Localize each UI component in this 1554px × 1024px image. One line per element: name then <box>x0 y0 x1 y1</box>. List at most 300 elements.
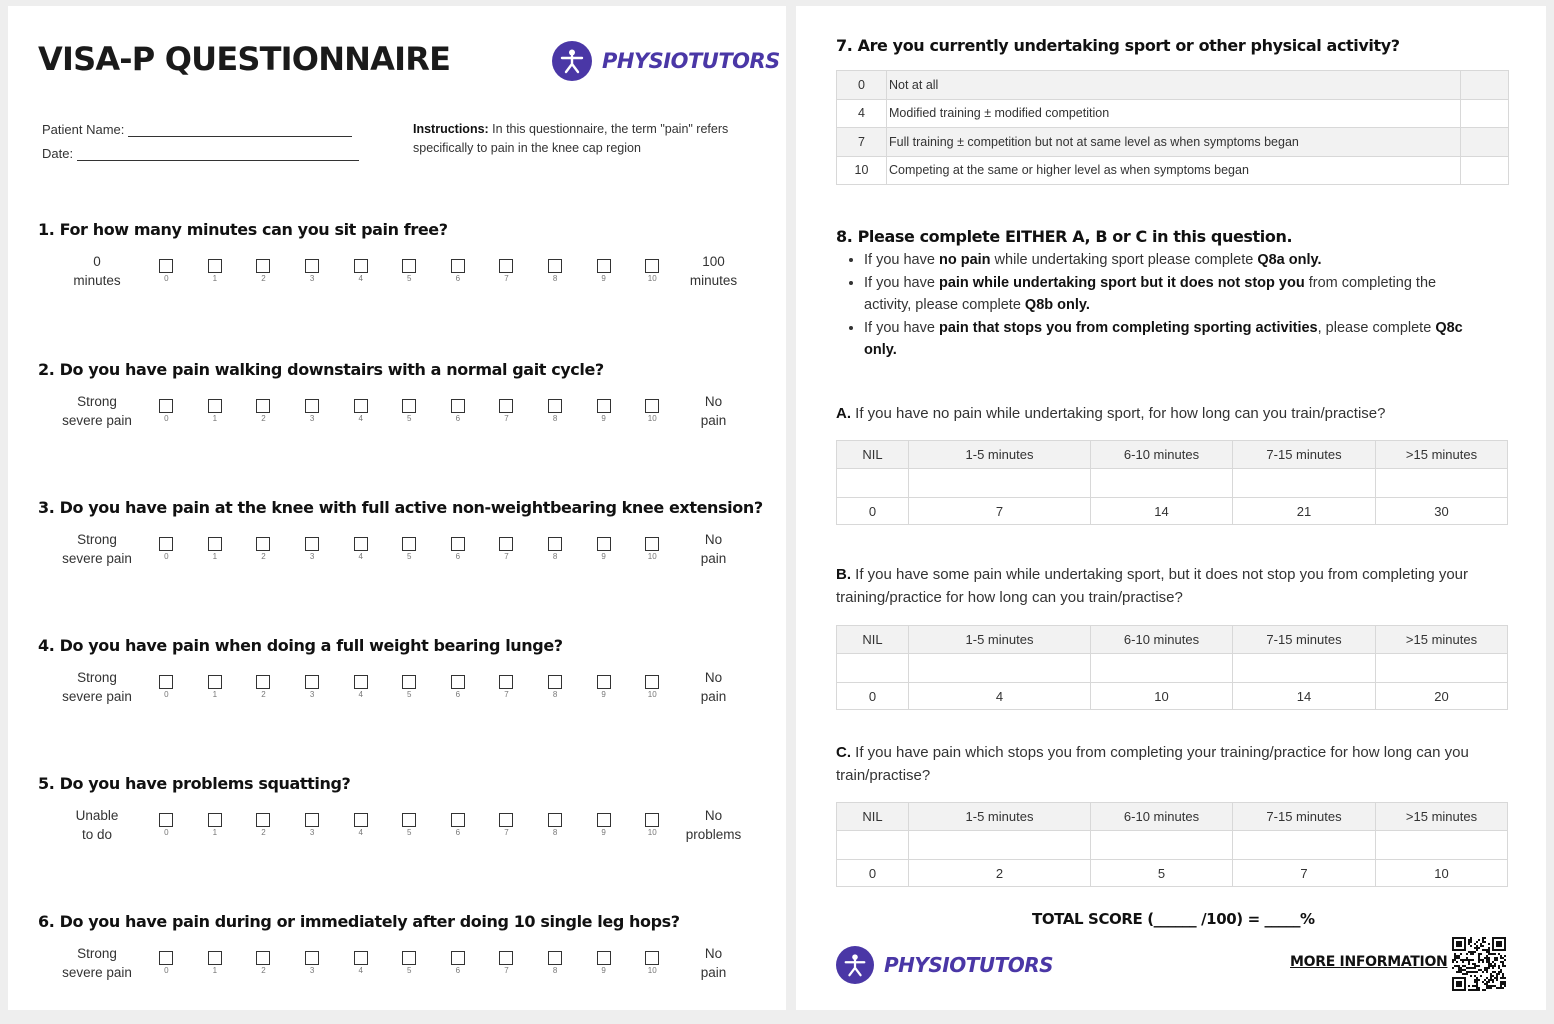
rating-checkbox[interactable] <box>256 399 270 413</box>
rating-option[interactable] <box>288 675 337 699</box>
qr-code-icon[interactable] <box>1452 937 1506 996</box>
q8-score-cell: 7 <box>909 498 1091 525</box>
q8-answer-cell[interactable] <box>1091 831 1233 860</box>
rating-number: 4 <box>358 274 363 283</box>
rating-option[interactable] <box>434 951 483 975</box>
q8-part-text: If you have some pain while undertaking sport, but it does not stop you from completing your training/practice for how long can you train/practise? <box>836 566 1469 606</box>
rating-option[interactable] <box>434 675 483 699</box>
rating-checkbox[interactable] <box>208 537 222 551</box>
rating-number: 9 <box>601 414 606 423</box>
rating-number: 1 <box>212 414 218 423</box>
q8-score-cell: 30 <box>1376 498 1508 525</box>
q8-answer-cell[interactable] <box>909 831 1091 860</box>
rating-checkbox[interactable] <box>159 399 173 413</box>
q8-header-cell: >15 minutes <box>1376 441 1508 469</box>
q8-answer-cell[interactable] <box>1376 654 1508 683</box>
q8-header-row <box>837 803 1508 831</box>
rating-checkbox[interactable] <box>402 675 416 689</box>
scale-left-label <box>52 530 142 568</box>
rating-checkbox[interactable] <box>645 675 659 689</box>
rating-checkbox[interactable] <box>402 951 416 965</box>
q7-score: 0 <box>837 71 887 100</box>
rating-option[interactable] <box>579 259 628 283</box>
rating-option[interactable] <box>531 675 580 699</box>
rating-option[interactable] <box>336 399 385 423</box>
rating-checkbox[interactable] <box>645 537 659 551</box>
rating-checkbox[interactable] <box>159 813 173 827</box>
rating-number: 10 <box>647 274 657 283</box>
rating-checkbox[interactable] <box>548 813 562 827</box>
rating-checkbox[interactable] <box>451 259 465 273</box>
q7-option-row[interactable] <box>837 71 1509 100</box>
scale-right-label-line: No <box>704 946 723 961</box>
rating-option[interactable] <box>239 951 288 975</box>
scale-left-label <box>52 668 142 706</box>
rating-checkbox[interactable] <box>548 675 562 689</box>
brand-name: PHYSIOTUTORS <box>602 49 780 73</box>
rating-option[interactable] <box>434 259 483 283</box>
q8-header-cell: NIL <box>837 626 909 654</box>
rating-number: 0 <box>164 552 169 561</box>
rating-option[interactable] <box>239 813 288 837</box>
rating-number: 2 <box>261 690 266 699</box>
rating-option[interactable] <box>336 537 385 561</box>
rating-checkbox[interactable] <box>354 951 368 965</box>
q8-score-cell: 10 <box>1091 683 1233 710</box>
q8-score-cell: 0 <box>837 683 909 710</box>
q8-score-cell: 2 <box>909 860 1091 887</box>
rating-checkbox[interactable] <box>499 399 513 413</box>
rating-checkbox[interactable] <box>305 537 319 551</box>
scale-right-label-line: pain <box>700 551 727 566</box>
q7-option-text: Modified training ± modified competition <box>887 99 1461 128</box>
rating-option[interactable] <box>142 399 191 423</box>
rating-option[interactable] <box>288 259 337 283</box>
rating-checkbox[interactable] <box>402 813 416 827</box>
q8-target: Q8a only. <box>1257 252 1322 268</box>
rating-number: 4 <box>358 414 363 423</box>
q7-option-row[interactable] <box>837 128 1509 157</box>
rating-number: 1 <box>212 274 218 283</box>
rating-option[interactable] <box>142 951 191 975</box>
q8-answer-cell[interactable] <box>1376 831 1508 860</box>
scale-left-label-line: Unable <box>75 808 119 823</box>
patient-name-field[interactable] <box>42 122 352 137</box>
rating-number: 10 <box>647 414 657 423</box>
rating-number: 8 <box>552 690 558 699</box>
rating-option[interactable] <box>531 951 580 975</box>
rating-option[interactable] <box>385 537 434 561</box>
q8-emphasis: no pain <box>938 252 991 268</box>
rating-checkbox[interactable] <box>159 537 173 551</box>
rating-number: 8 <box>552 414 558 423</box>
q8-emphasis: pain that stops you from completing sporting activities <box>938 319 1318 336</box>
scale-left-label <box>52 806 142 844</box>
rating-number: 8 <box>552 274 558 283</box>
q8-header-cell: 7-15 minutes <box>1233 626 1376 654</box>
rating-checkbox[interactable] <box>645 951 659 965</box>
q8-header-cell: >15 minutes <box>1376 626 1508 654</box>
rating-checkbox[interactable] <box>645 813 659 827</box>
rating-number: 9 <box>601 690 606 699</box>
q8-answer-cell[interactable] <box>1233 831 1376 860</box>
patient-name-line[interactable] <box>128 125 352 137</box>
rating-option[interactable] <box>336 951 385 975</box>
question-title: 5. Do you have problems squatting? <box>38 774 351 793</box>
q8-answer-cell[interactable] <box>1091 654 1233 683</box>
q8-header-row <box>837 626 1508 654</box>
rating-option[interactable] <box>579 537 628 561</box>
scale-right-label-line: minutes <box>689 273 738 288</box>
rating-option[interactable] <box>336 259 385 283</box>
rating-checkbox[interactable] <box>159 951 173 965</box>
q8-answer-row[interactable] <box>837 654 1508 683</box>
q8-score-cell: 10 <box>1376 860 1508 887</box>
date-line[interactable] <box>77 149 359 161</box>
q8-part-question <box>836 563 1496 609</box>
rating-checkbox[interactable] <box>208 259 222 273</box>
question-title: 1. For how many minutes can you sit pain free? <box>38 220 448 239</box>
rating-checkbox[interactable] <box>548 537 562 551</box>
q8-score-cell: 20 <box>1376 683 1508 710</box>
rating-option[interactable] <box>288 537 337 561</box>
rating-checkbox[interactable] <box>499 813 513 827</box>
q8-answer-cell[interactable] <box>1091 469 1233 498</box>
q7-answer-cell[interactable] <box>1461 71 1509 100</box>
rating-checkbox[interactable] <box>597 399 611 413</box>
scale-left-label-line: 0 <box>93 254 101 269</box>
rating-checkbox[interactable] <box>256 537 270 551</box>
question-title: 6. Do you have pain during or immediately after doing 10 single leg hops? <box>38 912 680 931</box>
q8-header-cell: >15 minutes <box>1376 803 1508 831</box>
rating-option[interactable] <box>191 399 240 423</box>
q8-header-cell: 7-15 minutes <box>1233 441 1376 469</box>
rating-number: 6 <box>455 552 461 561</box>
rating-option[interactable] <box>482 675 531 699</box>
q7-option-row[interactable] <box>837 99 1509 128</box>
q8-answer-row[interactable] <box>837 469 1508 498</box>
brand-name-footer: PHYSIOTUTORS <box>884 953 1054 977</box>
rating-checkbox[interactable] <box>402 399 416 413</box>
rating-checkbox[interactable] <box>256 813 270 827</box>
q8-target: Q8c only. <box>864 319 1463 358</box>
rating-number: 9 <box>601 828 606 837</box>
rating-checkbox[interactable] <box>159 675 173 689</box>
q8-score-row <box>837 683 1508 710</box>
rating-option[interactable] <box>385 399 434 423</box>
q8-part-table <box>836 625 1508 710</box>
rating-option[interactable] <box>191 259 240 283</box>
q8-answer-cell[interactable] <box>837 469 909 498</box>
rating-number: 8 <box>552 966 558 975</box>
rating-checkbox[interactable] <box>548 399 562 413</box>
q8-part-letter: A. <box>836 405 851 422</box>
rating-checkbox[interactable] <box>499 259 513 273</box>
instructions-text: In this questionnaire, the term "pain" refers specifically to pain in the knee cap region <box>413 122 729 155</box>
rating-checkbox[interactable] <box>645 259 659 273</box>
rating-checkbox[interactable] <box>548 951 562 965</box>
q8-part-table <box>836 440 1508 525</box>
rating-number: 7 <box>504 274 509 283</box>
rating-option[interactable] <box>336 813 385 837</box>
rating-number: 7 <box>504 828 509 837</box>
rating-option[interactable] <box>288 951 337 975</box>
rating-number: 3 <box>309 966 315 975</box>
rating-number: 8 <box>552 552 558 561</box>
question-title: 2. Do you have pain walking downstairs with a normal gait cycle? <box>38 360 604 379</box>
rating-scale <box>52 252 759 290</box>
rating-number: 6 <box>455 414 461 423</box>
left-page <box>8 6 786 1010</box>
scale-right-label-line: pain <box>700 965 727 980</box>
rating-checkbox[interactable] <box>548 259 562 273</box>
scale-left-label-line: Strong <box>77 670 117 685</box>
date-label: Date: <box>42 146 74 161</box>
scale-left-label-line: severe pain <box>62 551 132 566</box>
rating-checkbox[interactable] <box>208 399 222 413</box>
rating-checkbox[interactable] <box>451 675 465 689</box>
q8-header-cell: NIL <box>837 803 909 831</box>
rating-number: 0 <box>164 966 169 975</box>
rating-checkbox[interactable] <box>305 399 319 413</box>
rating-number: 5 <box>407 414 412 423</box>
rating-option[interactable] <box>239 399 288 423</box>
q8-answer-cell[interactable] <box>837 654 909 683</box>
rating-option[interactable] <box>531 537 580 561</box>
rating-checkbox[interactable] <box>402 259 416 273</box>
more-information-link[interactable]: MORE INFORMATION <box>1290 954 1448 970</box>
rating-option[interactable] <box>482 813 531 837</box>
rating-option[interactable] <box>191 951 240 975</box>
q7-answer-cell[interactable] <box>1461 156 1509 185</box>
q8-header-cell: 6-10 minutes <box>1091 626 1233 654</box>
rating-option[interactable] <box>579 813 628 837</box>
q8-text: If you have <box>864 252 939 268</box>
rating-checkbox[interactable] <box>305 951 319 965</box>
rating-checkbox[interactable] <box>354 259 368 273</box>
rating-scale <box>52 944 759 982</box>
rating-checkbox[interactable] <box>597 813 611 827</box>
q8-text: while undertaking sport please complete <box>990 252 1258 268</box>
scale-left-label-line: severe pain <box>62 965 132 980</box>
rating-number: 4 <box>358 828 363 837</box>
rating-option[interactable] <box>191 675 240 699</box>
rating-checkbox[interactable] <box>208 813 222 827</box>
rating-option[interactable] <box>239 537 288 561</box>
rating-checkbox[interactable] <box>208 675 222 689</box>
rating-number: 0 <box>164 828 169 837</box>
rating-checkbox[interactable] <box>451 399 465 413</box>
q8-instructions-list <box>836 249 1486 362</box>
rating-option[interactable] <box>239 259 288 283</box>
rating-checkbox[interactable] <box>597 675 611 689</box>
rating-option[interactable] <box>579 399 628 423</box>
rating-number: 6 <box>455 274 461 283</box>
rating-checkbox[interactable] <box>499 951 513 965</box>
rating-checkbox[interactable] <box>305 259 319 273</box>
rating-number: 3 <box>309 274 315 283</box>
rating-checkbox[interactable] <box>305 675 319 689</box>
rating-option[interactable] <box>482 259 531 283</box>
rating-checkbox[interactable] <box>402 537 416 551</box>
rating-number: 6 <box>455 690 461 699</box>
rating-option[interactable] <box>142 675 191 699</box>
rating-checkbox[interactable] <box>451 537 465 551</box>
q8-instruction-item <box>864 272 1486 317</box>
rating-option[interactable] <box>191 813 240 837</box>
instructions <box>413 120 743 158</box>
rating-option[interactable] <box>142 813 191 837</box>
q8-part-letter: C. <box>836 744 851 761</box>
rating-option[interactable] <box>434 399 483 423</box>
q7-answer-cell[interactable] <box>1461 128 1509 157</box>
rating-option[interactable] <box>142 537 191 561</box>
q7-title: 7. Are you currently undertaking sport or other physical activity? <box>836 36 1400 55</box>
question-title: 3. Do you have pain at the knee with full active non-weightbearing knee extension? <box>38 498 763 517</box>
q8-answer-row[interactable] <box>837 831 1508 860</box>
rating-number: 6 <box>455 828 461 837</box>
scale-left-label <box>52 252 142 290</box>
q8-answer-cell[interactable] <box>837 831 909 860</box>
scale-right-label <box>669 530 759 568</box>
q8-title: 8. Please complete EITHER A, B or C in this question. <box>836 227 1293 246</box>
date-field[interactable] <box>42 146 359 161</box>
scale-left-label <box>52 944 142 982</box>
rating-number: 3 <box>309 690 315 699</box>
rating-option[interactable] <box>385 951 434 975</box>
rating-number: 7 <box>504 414 509 423</box>
rating-option[interactable] <box>434 537 483 561</box>
rating-checkbox[interactable] <box>305 813 319 827</box>
q8-emphasis: pain while undertaking sport but it does not stop you <box>938 274 1305 291</box>
rating-checkbox[interactable] <box>354 675 368 689</box>
q8-score-cell: 4 <box>909 683 1091 710</box>
rating-number: 0 <box>164 274 169 283</box>
q8-part-table <box>836 802 1508 887</box>
q8-answer-cell[interactable] <box>909 469 1091 498</box>
rating-option[interactable] <box>531 399 580 423</box>
rating-option[interactable] <box>385 813 434 837</box>
rating-option[interactable] <box>434 813 483 837</box>
q7-option-text: Competing at the same or higher level as when symptoms began <box>887 156 1461 185</box>
scale-right-label-line: pain <box>700 689 727 704</box>
rating-number: 6 <box>455 966 461 975</box>
rating-number: 9 <box>601 966 606 975</box>
q8-instruction-item <box>864 317 1486 362</box>
q8-header-cell: 7-15 minutes <box>1233 803 1376 831</box>
rating-number: 7 <box>504 690 509 699</box>
vitruvian-man-icon <box>836 946 874 984</box>
rating-option[interactable] <box>385 675 434 699</box>
q8-part-text: If you have no pain while undertaking sport, for how long can you train/practise? <box>851 405 1386 422</box>
right-page <box>796 6 1546 1010</box>
q7-answer-cell[interactable] <box>1461 99 1509 128</box>
rating-checkbox[interactable] <box>354 537 368 551</box>
q8-answer-cell[interactable] <box>1233 469 1376 498</box>
rating-option[interactable] <box>336 675 385 699</box>
rating-option[interactable] <box>385 259 434 283</box>
q8-header-cell: 6-10 minutes <box>1091 441 1233 469</box>
rating-checkbox[interactable] <box>451 951 465 965</box>
patient-name-label: Patient Name: <box>42 122 125 137</box>
rating-option[interactable] <box>482 537 531 561</box>
rating-checkbox[interactable] <box>354 813 368 827</box>
rating-option[interactable] <box>482 399 531 423</box>
q8-header-cell: NIL <box>837 441 909 469</box>
rating-number: 3 <box>309 828 315 837</box>
rating-checkbox[interactable] <box>159 259 173 273</box>
scale-right-label <box>669 806 759 844</box>
rating-option[interactable] <box>142 259 191 283</box>
rating-checkbox[interactable] <box>645 399 659 413</box>
scale-left-label-line: Strong <box>77 532 117 547</box>
q8-answer-cell[interactable] <box>1233 654 1376 683</box>
rating-checkbox[interactable] <box>256 259 270 273</box>
rating-number: 7 <box>504 966 509 975</box>
rating-checkbox[interactable] <box>597 537 611 551</box>
q8-score-cell: 21 <box>1233 498 1376 525</box>
rating-scale <box>52 392 759 430</box>
scale-left-label-line: severe pain <box>62 689 132 704</box>
q8-score-cell: 0 <box>837 498 909 525</box>
scale-left-label-line: Strong <box>77 946 117 961</box>
scale-right-label-line: No <box>704 670 723 685</box>
rating-option[interactable] <box>239 675 288 699</box>
rating-option[interactable] <box>531 813 580 837</box>
rating-checkbox[interactable] <box>499 675 513 689</box>
rating-option[interactable] <box>579 675 628 699</box>
q8-text: , please complete <box>1317 319 1436 336</box>
q8-header-row <box>837 441 1508 469</box>
rating-number: 1 <box>212 828 218 837</box>
instructions-lead: Instructions: <box>413 122 489 136</box>
q8-score-cell: 14 <box>1091 498 1233 525</box>
rating-number: 5 <box>407 966 412 975</box>
rating-option[interactable] <box>531 259 580 283</box>
q8-answer-cell[interactable] <box>1376 469 1508 498</box>
rating-option[interactable] <box>482 951 531 975</box>
q7-option-row[interactable] <box>837 156 1509 185</box>
rating-number: 4 <box>358 690 363 699</box>
rating-checkbox[interactable] <box>597 951 611 965</box>
rating-option[interactable] <box>191 537 240 561</box>
rating-checkbox[interactable] <box>208 951 222 965</box>
rating-checkbox[interactable] <box>499 537 513 551</box>
q8-answer-cell[interactable] <box>909 654 1091 683</box>
rating-option[interactable] <box>288 399 337 423</box>
rating-number: 2 <box>261 552 266 561</box>
rating-number: 1 <box>212 966 218 975</box>
scale-right-label <box>669 252 759 290</box>
rating-option[interactable] <box>579 951 628 975</box>
rating-checkbox[interactable] <box>256 951 270 965</box>
q7-option-text: Not at all <box>887 71 1461 100</box>
rating-checkbox[interactable] <box>597 259 611 273</box>
q8-part-text: If you have pain which stops you from completing your training/practice for how long can you train/practise? <box>836 744 1469 784</box>
scale-right-label-line: No <box>704 808 723 823</box>
rating-number: 0 <box>164 414 169 423</box>
rating-checkbox[interactable] <box>354 399 368 413</box>
rating-checkbox[interactable] <box>256 675 270 689</box>
page-title: VISA-P QUESTIONNAIRE <box>38 40 451 78</box>
rating-number: 2 <box>261 966 266 975</box>
scale-left-label-line: to do <box>81 827 113 842</box>
rating-checkbox[interactable] <box>451 813 465 827</box>
rating-option[interactable] <box>288 813 337 837</box>
question-title: 4. Do you have pain when doing a full weight bearing lunge? <box>38 636 563 655</box>
rating-number: 4 <box>358 966 363 975</box>
rating-number: 1 <box>212 690 218 699</box>
